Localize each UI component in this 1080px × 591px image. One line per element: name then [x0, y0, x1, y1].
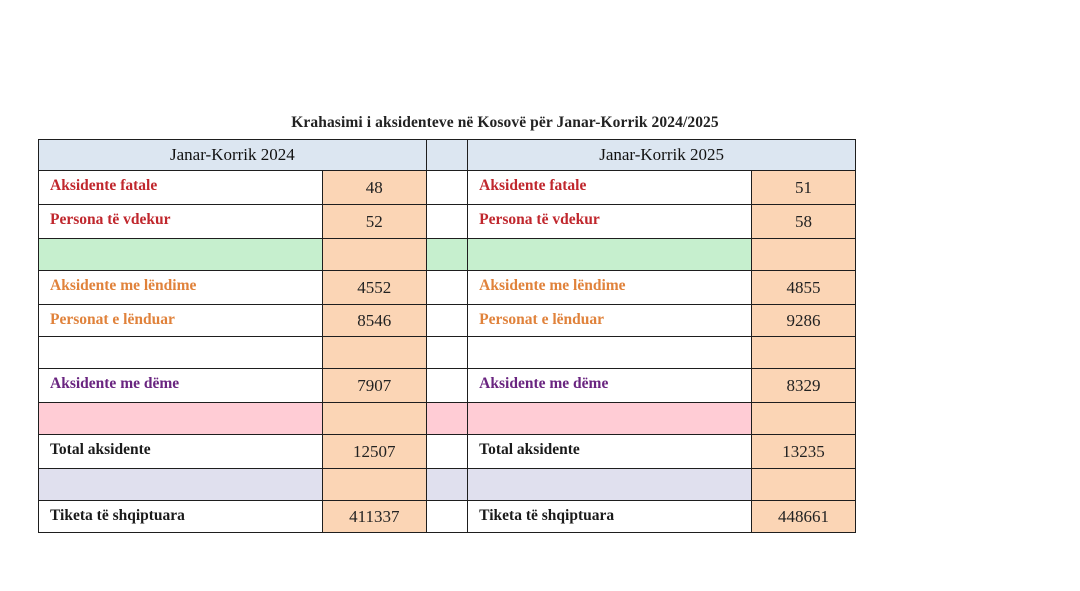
separator-cell	[426, 305, 467, 337]
spacer-cell	[39, 239, 323, 271]
spacer-row-pink	[39, 403, 856, 435]
spacer-cell	[751, 337, 855, 369]
spacer-cell	[39, 337, 323, 369]
spacer-row-white	[39, 337, 856, 369]
spacer-cell	[751, 239, 855, 271]
separator-cell	[426, 435, 467, 469]
value-2025: 448661	[751, 501, 855, 533]
label-2025: Tiketa të shqiptuara	[468, 501, 752, 533]
table-row-damage-accidents	[39, 369, 856, 403]
spacer-cell	[322, 469, 426, 501]
separator-cell	[426, 469, 467, 501]
separator-cell	[426, 403, 467, 435]
separator-cell	[426, 369, 467, 403]
header-row	[39, 140, 856, 171]
label-2024: Persona të vdekur	[39, 205, 323, 239]
value-2025: 58	[751, 205, 855, 239]
value-2025: 4855	[751, 271, 855, 305]
separator-cell	[426, 337, 467, 369]
label-2025: Aksidente me dëme	[468, 369, 752, 403]
label-2024: Aksidente fatale	[39, 171, 323, 205]
spacer-cell	[468, 337, 752, 369]
label-2025: Aksidente me lëndime	[468, 271, 752, 305]
table-row-total	[39, 435, 856, 469]
separator-cell	[426, 271, 467, 305]
value-2025: 51	[751, 171, 855, 205]
spacer-cell	[468, 403, 752, 435]
table-row-deaths	[39, 205, 856, 239]
value-2024: 411337	[322, 501, 426, 533]
separator-cell	[426, 140, 467, 171]
spacer-cell	[322, 403, 426, 435]
table-row-injured	[39, 305, 856, 337]
label-2024: Tiketa të shqiptuara	[39, 501, 323, 533]
label-2025: Aksidente fatale	[468, 171, 752, 205]
value-2025: 9286	[751, 305, 855, 337]
label-2024: Aksidente me dëme	[39, 369, 323, 403]
value-2025: 8329	[751, 369, 855, 403]
value-2024: 52	[322, 205, 426, 239]
value-2024: 8546	[322, 305, 426, 337]
value-2025: 13235	[751, 435, 855, 469]
separator-cell	[426, 171, 467, 205]
spacer-cell	[751, 469, 855, 501]
spacer-cell	[322, 239, 426, 271]
period-header-2025: Janar-Korrik 2025	[468, 140, 856, 171]
value-2024: 4552	[322, 271, 426, 305]
separator-cell	[426, 205, 467, 239]
comparison-table	[38, 139, 856, 533]
spacer-cell	[322, 337, 426, 369]
value-2024: 48	[322, 171, 426, 205]
label-2025: Personat e lënduar	[468, 305, 752, 337]
spacer-cell	[39, 469, 323, 501]
value-2024: 12507	[322, 435, 426, 469]
table-row-fatal-accidents	[39, 171, 856, 205]
label-2024: Personat e lënduar	[39, 305, 323, 337]
label-2025: Total aksidente	[468, 435, 752, 469]
label-2024: Total aksidente	[39, 435, 323, 469]
spacer-cell	[468, 469, 752, 501]
separator-cell	[426, 501, 467, 533]
spacer-row-lavender	[39, 469, 856, 501]
value-2024: 7907	[322, 369, 426, 403]
spacer-cell	[468, 239, 752, 271]
spacer-cell	[39, 403, 323, 435]
separator-cell	[426, 239, 467, 271]
period-header-2024: Janar-Korrik 2024	[39, 140, 427, 171]
label-2024: Aksidente me lëndime	[39, 271, 323, 305]
table-title: Krahasimi i aksidenteve në Kosovë për Janar-Korrik 2024/2025	[291, 114, 719, 131]
table-row-injury-accidents	[39, 271, 856, 305]
spacer-cell	[751, 403, 855, 435]
label-2025: Persona të vdekur	[468, 205, 752, 239]
table-row-tickets	[39, 501, 856, 533]
spacer-row-green	[39, 239, 856, 271]
